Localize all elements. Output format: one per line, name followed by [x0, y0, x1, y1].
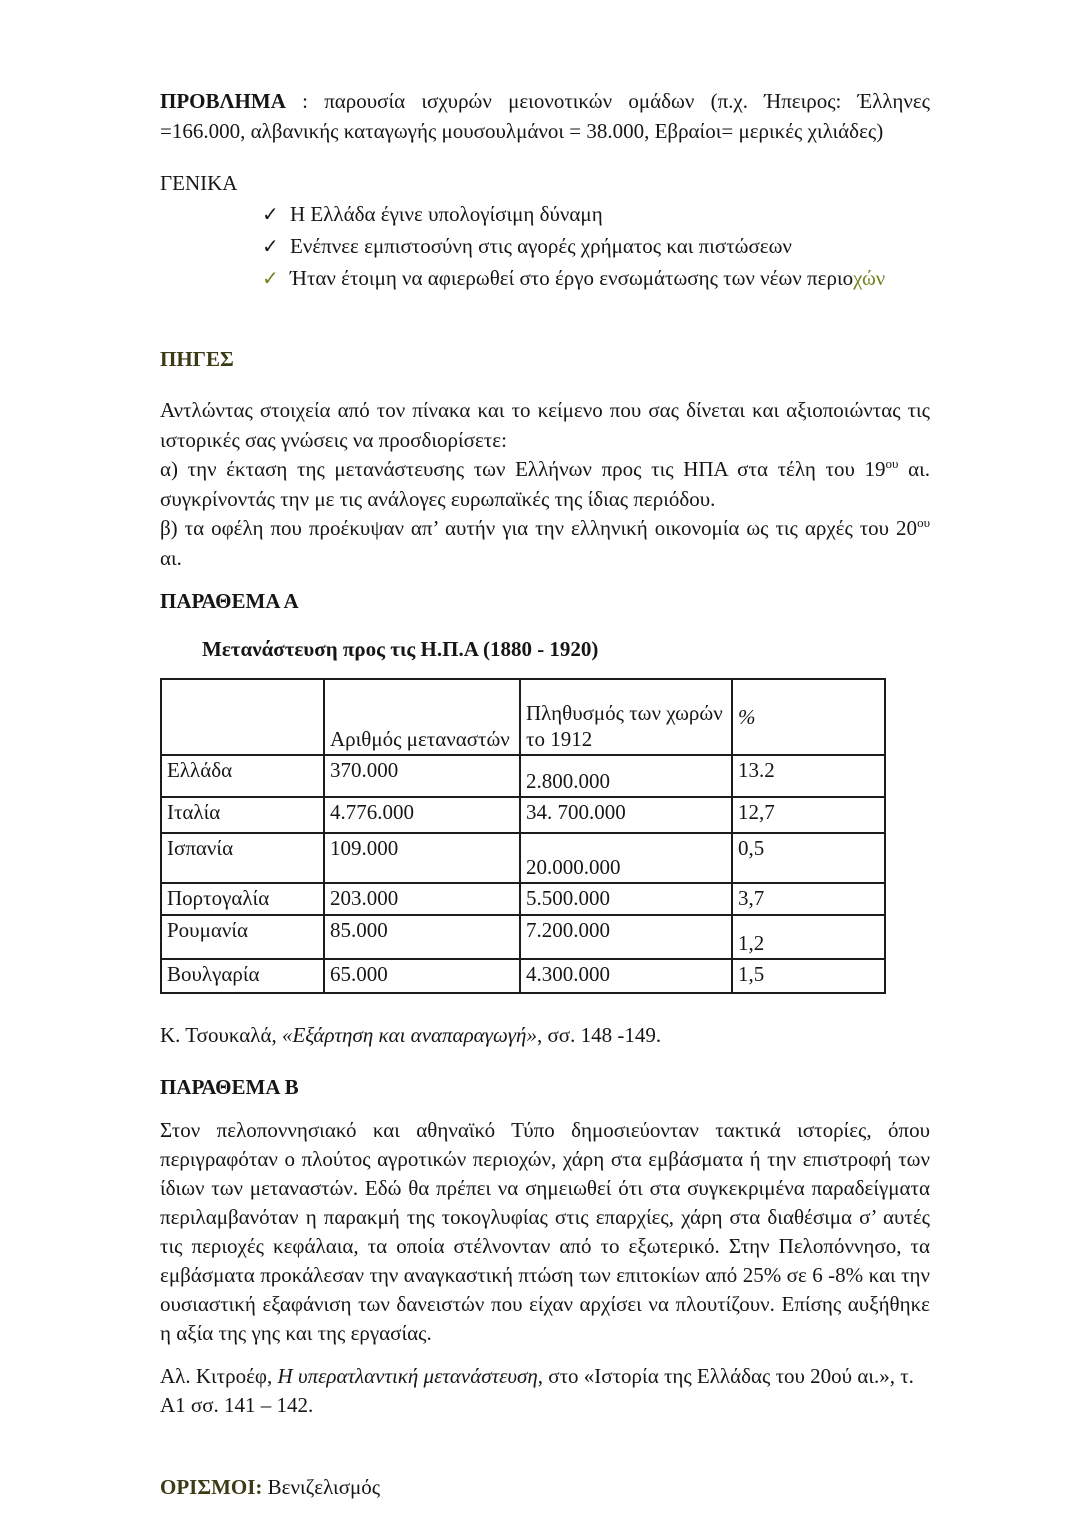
cell-immigrants: 4.776.000: [324, 797, 520, 833]
header-cell-immigrants: Αριθμός μεταναστών: [324, 679, 520, 755]
cell-country: Βουλγαρία: [161, 959, 324, 993]
table-header-row: [161, 679, 885, 755]
genika-heading: ΓΕΝΙΚΑ: [160, 171, 238, 195]
checkmark-icon: ✓: [262, 236, 279, 258]
cell-percent: 1,5: [732, 959, 885, 993]
problem-paragraph: [160, 86, 930, 146]
table-row: [161, 833, 885, 883]
header-cell-population: Πληθυσμός των χωρών το 1912: [520, 679, 732, 755]
genika-bullet-item: [160, 199, 930, 231]
parathema-b-heading: ΠΑΡΑΘΕΜΑ Β: [160, 1075, 299, 1099]
bullet-text: Ήταν έτοιμη να αφιερωθεί στο έργο ενσωμάτωσης των νέων περιο: [290, 266, 854, 290]
cell-country: Πορτογαλία: [161, 883, 324, 915]
immigration-table-body: [161, 755, 885, 993]
header-cell-percent: %: [732, 679, 885, 755]
cell-population: 7.200.000: [520, 915, 732, 959]
genika-bullet-list: [160, 199, 930, 295]
piges-item-b: [160, 514, 930, 573]
piges-item-a-text-post: αι. συγκρίνοντάς την με τις ανάλογες ευρωπαϊκές της ίδιας περιόδου.: [160, 457, 930, 511]
table-row: [161, 797, 885, 833]
cell-immigrants: 65.000: [324, 959, 520, 993]
cell-country: Ρουμανία: [161, 915, 324, 959]
problem-text: : παρουσία ισχυρών μειονοτικών ομάδων (π.χ. Ήπειρος: Έλληνες =166.000, αλβανικής καταγωγής μουσουλμάνοι = 38.000, Εβραίοι= μερικές χιλιάδες): [160, 89, 930, 143]
bullet-text: Ενέπνεε εμπιστοσύνη στις αγορές χρήματος και πιστώσεων: [290, 234, 792, 258]
piges-item-b-text-post: αι.: [160, 545, 182, 570]
problem-label: ΠΡΟΒΛΗΜΑ: [160, 89, 286, 113]
immigration-table: [160, 678, 886, 994]
table-row: [161, 883, 885, 915]
cell-population: 5.500.000: [520, 883, 732, 915]
piges-intro: Αντλώντας στοιχεία από τον πίνακα και το κείμενο που σας δίνεται και αξιοποιώντας τις ιστορικές σας γνώσεις να προσδιορίσετε:: [160, 398, 930, 452]
header-cell-empty: [161, 679, 324, 755]
citation-a: [160, 1020, 930, 1050]
cell-country: Ισπανία: [161, 833, 324, 883]
checkmark-icon: ✓: [262, 268, 279, 290]
bullet-text: Η Ελλάδα έγινε υπολογίσιμη δύναμη: [290, 202, 603, 226]
table-row: [161, 959, 885, 993]
cell-percent: 12,7: [732, 797, 885, 833]
citation-a-author: Κ. Τσουκαλά,: [160, 1023, 282, 1047]
piges-item-a-text: α) την έκταση της μετανάστευσης των Ελλήνων προς τις ΗΠΑ στα τέλη του 19: [160, 457, 886, 481]
orismoi-line: [160, 1472, 930, 1502]
table-row: [161, 915, 885, 959]
piges-item-b-text: β) τα οφέλη που προέκυψαν απ’ αυτήν για την ελληνική οικονομία ως τις αρχές του 20: [160, 516, 918, 540]
cell-immigrants: 203.000: [324, 883, 520, 915]
parathema-b-body: Στον πελοποννησιακό και αθηναϊκό Τύπο δημοσιεύονταν τακτικά ιστορίες, όπου περιγραφόταν ο πλούτος αγροτικών περιοχών, χάρη στα εμβάσματα ή την επιστροφή των ίδιων των μεταναστών. Εδώ θα πρέπει να σημειωθεί ότι στα συγκεκριμένα παραδείγματα περιλαμβανόταν η παρακμή της τοκογλυφίας στις επαρχίες, χάρη στα διαθέσιμα σ’ αυτές τις περιοχές κεφάλαια, τα οποία στέλνονταν από το εξωτερικό. Στην Πελοπόννησο, τα εμβάσματα προκάλεσαν την αναγκαστική πτώση των επιτοκίων από 25% σε 6 -8% και την ουσιαστική εξαφάνιση των δανειστών που είχαν αρχίσει να πλουτίζουν. Επίσης αυξήθηκε η αξία της γης και της εργασίας.: [160, 1118, 930, 1345]
parathema-a-heading: ΠΑΡΑΘΕΜΑ Α: [160, 589, 299, 613]
cell-population: 4.300.000: [520, 959, 732, 993]
orismoi-value: Βενιζελισμός: [262, 1475, 381, 1499]
cell-population: 20.000.000: [520, 833, 732, 883]
cell-percent: 0,5: [732, 833, 885, 883]
cell-immigrants: 85.000: [324, 915, 520, 959]
ordinal-superscript: ου: [885, 456, 899, 471]
cell-immigrants: 370.000: [324, 755, 520, 797]
citation-a-pages: , σσ. 148 -149.: [536, 1023, 662, 1047]
immigration-table-title: Μετανάστευση προς τις Η.Π.Α (1880 - 1920): [202, 637, 599, 661]
genika-bullet-item: [160, 231, 930, 263]
bullet-text-accent: χών: [853, 266, 886, 290]
citation-a-title: «Εξάρτηση και αναπαραγωγή»: [281, 1023, 537, 1047]
orismoi-label: ΟΡΙΣΜΟΙ:: [160, 1475, 263, 1499]
citation-b-title: Η υπερατλαντική μετανάστευση: [277, 1364, 538, 1388]
piges-item-a: [160, 455, 930, 514]
citation-b: [160, 1362, 930, 1420]
piges-body: [160, 396, 930, 573]
genika-bullet-item: [160, 263, 930, 295]
citation-b-pages: , στο «Ιστορία της Ελλάδας του 20ού αι.», τ. Α1 σσ. 141 – 142.: [160, 1364, 914, 1417]
cell-percent: 13.2: [732, 755, 885, 797]
cell-percent: 1,2: [732, 915, 885, 959]
cell-population: 2.800.000: [520, 755, 732, 797]
cell-immigrants: 109.000: [324, 833, 520, 883]
checkmark-icon: ✓: [262, 204, 279, 226]
cell-percent: 3,7: [732, 883, 885, 915]
table-row: [161, 755, 885, 797]
piges-heading: ΠΗΓΕΣ: [160, 347, 234, 371]
cell-country: Ιταλία: [161, 797, 324, 833]
ordinal-superscript: ου: [917, 515, 930, 530]
cell-population: 34. 700.000: [520, 797, 732, 833]
cell-country: Ελλάδα: [161, 755, 324, 797]
citation-b-author: Αλ. Κιτροέφ,: [160, 1364, 278, 1388]
